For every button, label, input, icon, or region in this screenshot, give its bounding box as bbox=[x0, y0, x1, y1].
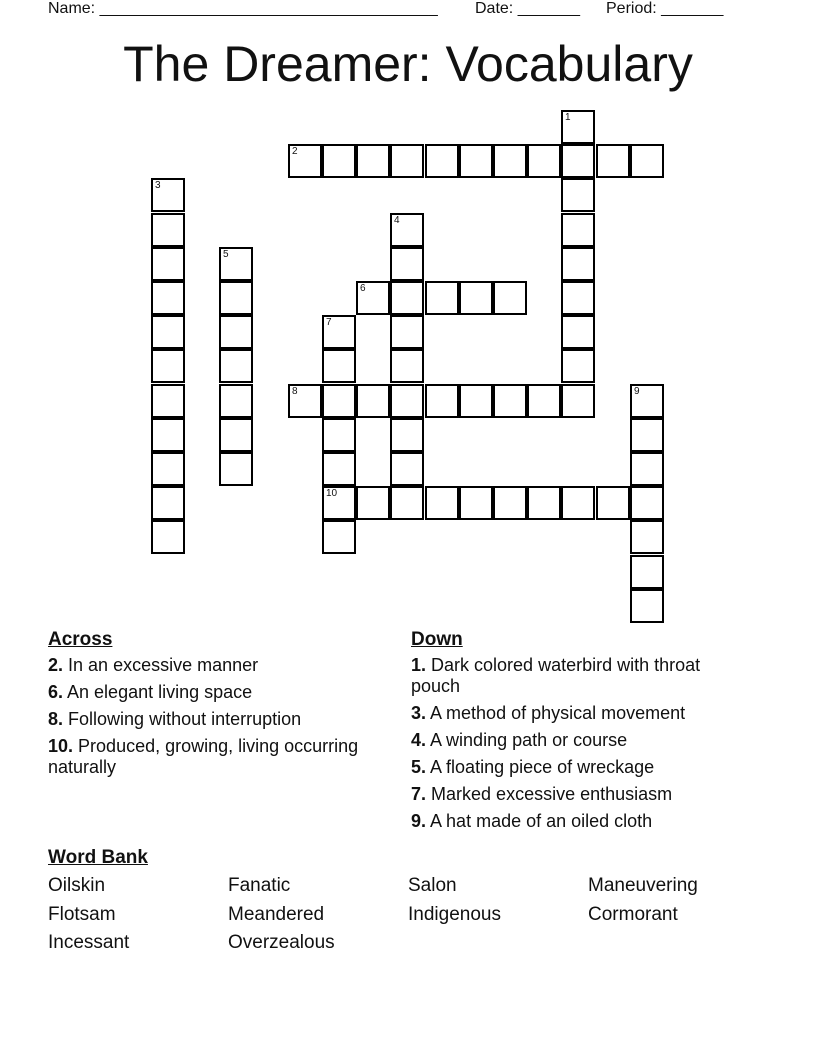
grid-cell[interactable] bbox=[493, 144, 527, 178]
grid-cell[interactable] bbox=[459, 144, 493, 178]
word-bank-item: Incessant bbox=[48, 932, 130, 953]
word-bank-item: Maneuvering bbox=[588, 875, 698, 896]
grid-cell[interactable] bbox=[561, 349, 595, 383]
grid-cell[interactable] bbox=[390, 349, 424, 383]
date-field-label: Date: _______ bbox=[475, 0, 580, 17]
clue-across-2 bbox=[48, 655, 378, 676]
grid-cell[interactable] bbox=[151, 418, 185, 452]
grid-cell[interactable] bbox=[151, 520, 185, 554]
page-title: The Dreamer: Vocabulary bbox=[123, 36, 693, 92]
grid-cell[interactable] bbox=[219, 315, 253, 349]
grid-cell[interactable] bbox=[356, 281, 390, 315]
clue-down-7 bbox=[411, 784, 751, 805]
clue-number: 6. bbox=[48, 682, 64, 702]
grid-cell[interactable] bbox=[459, 281, 493, 315]
word-bank-heading: Word Bank bbox=[48, 847, 148, 868]
across-clues bbox=[48, 629, 378, 784]
grid-cell[interactable] bbox=[425, 486, 459, 520]
down-clues bbox=[411, 629, 751, 838]
grid-cell[interactable] bbox=[151, 384, 185, 418]
grid-cell[interactable] bbox=[425, 144, 459, 178]
grid-cell[interactable] bbox=[561, 315, 595, 349]
grid-cell[interactable] bbox=[219, 349, 253, 383]
grid-cell[interactable] bbox=[561, 486, 595, 520]
clue-text: A hat made of an oiled cloth bbox=[430, 811, 653, 831]
down-heading: Down bbox=[411, 629, 463, 650]
grid-cell[interactable] bbox=[630, 486, 664, 520]
grid-cell[interactable] bbox=[219, 418, 253, 452]
clue-text: A winding path or course bbox=[430, 730, 628, 750]
grid-cell[interactable] bbox=[493, 281, 527, 315]
grid-cell[interactable] bbox=[390, 281, 424, 315]
grid-cell[interactable] bbox=[527, 486, 561, 520]
clue-text: Dark colored waterbird with throat pouch bbox=[411, 655, 701, 696]
word-bank-item: Oilskin bbox=[48, 875, 106, 896]
grid-cell[interactable] bbox=[219, 247, 253, 281]
grid-cell[interactable] bbox=[356, 144, 390, 178]
clue-number: 5. bbox=[411, 757, 427, 777]
word-bank-item: Cormorant bbox=[588, 903, 678, 925]
clue-number: 7. bbox=[411, 784, 427, 804]
clue-number-label: 8 bbox=[292, 386, 298, 397]
grid-cell[interactable] bbox=[425, 384, 459, 418]
clue-down-5 bbox=[411, 757, 751, 778]
clue-number: 1. bbox=[411, 655, 427, 675]
clue-text: An elegant living space bbox=[67, 682, 253, 702]
grid-cell[interactable] bbox=[151, 349, 185, 383]
clue-number-label: 9 bbox=[634, 386, 640, 397]
clue-text: Marked excessive enthusiasm bbox=[431, 784, 673, 804]
word-bank-item: Meandered bbox=[228, 903, 325, 925]
grid-cell[interactable] bbox=[151, 486, 185, 520]
clue-number: 2. bbox=[48, 655, 64, 675]
grid-cell[interactable] bbox=[322, 349, 356, 383]
grid-cell[interactable] bbox=[288, 144, 322, 178]
clue-number-label: 5 bbox=[223, 249, 229, 260]
grid-cell[interactable] bbox=[596, 486, 630, 520]
grid-cell[interactable] bbox=[561, 213, 595, 247]
grid-cell[interactable] bbox=[630, 384, 664, 418]
grid-cell[interactable] bbox=[356, 384, 390, 418]
clue-down-4 bbox=[411, 730, 751, 751]
word-bank-item: Indigenous bbox=[408, 903, 501, 925]
clue-number: 9. bbox=[411, 811, 427, 831]
grid-cell[interactable] bbox=[630, 555, 664, 589]
grid-cell[interactable] bbox=[459, 486, 493, 520]
grid-cell[interactable] bbox=[322, 520, 356, 554]
grid-cell[interactable] bbox=[151, 281, 185, 315]
grid-cell[interactable] bbox=[561, 110, 595, 144]
word-bank-item: Fanatic bbox=[228, 875, 291, 896]
grid-cell[interactable] bbox=[390, 315, 424, 349]
grid-cell[interactable] bbox=[561, 144, 595, 178]
period-field-label: Period: _______ bbox=[606, 0, 724, 17]
grid-cell[interactable] bbox=[630, 144, 664, 178]
clue-number: 8. bbox=[48, 709, 64, 729]
grid-cell[interactable] bbox=[630, 452, 664, 486]
clue-down-1 bbox=[411, 655, 751, 697]
grid-cell[interactable] bbox=[630, 589, 664, 623]
grid-cell[interactable] bbox=[630, 418, 664, 452]
grid-cell[interactable] bbox=[356, 486, 390, 520]
grid-cell[interactable] bbox=[219, 281, 253, 315]
clue-across-8 bbox=[48, 709, 378, 730]
grid-cell[interactable] bbox=[322, 144, 356, 178]
name-field-label: Name: ______________________________________ bbox=[48, 0, 438, 17]
clue-across-6 bbox=[48, 682, 378, 703]
grid-cell[interactable] bbox=[390, 384, 424, 418]
clue-text: Following without interruption bbox=[68, 709, 302, 729]
clue-down-3 bbox=[411, 703, 751, 724]
clue-number-label: 2 bbox=[292, 146, 298, 157]
grid-cell[interactable] bbox=[322, 418, 356, 452]
grid-cell[interactable] bbox=[151, 247, 185, 281]
grid-cell[interactable] bbox=[390, 144, 424, 178]
grid-cell[interactable] bbox=[322, 486, 356, 520]
clue-number: 4. bbox=[411, 730, 427, 750]
grid-cell[interactable] bbox=[219, 384, 253, 418]
clue-text: A method of physical movement bbox=[430, 703, 686, 723]
clue-number-label: 3 bbox=[155, 180, 161, 191]
grid-cell[interactable] bbox=[390, 247, 424, 281]
grid-cell[interactable] bbox=[390, 418, 424, 452]
grid-cell[interactable] bbox=[322, 452, 356, 486]
grid-cell[interactable] bbox=[151, 452, 185, 486]
clue-number-label: 10 bbox=[326, 488, 338, 499]
clue-text: In an excessive manner bbox=[68, 655, 259, 675]
clue-number-label: 4 bbox=[394, 215, 400, 226]
grid-cell[interactable] bbox=[151, 315, 185, 349]
word-bank-item: Overzealous bbox=[228, 932, 335, 953]
clue-down-9 bbox=[411, 811, 751, 832]
grid-cell[interactable] bbox=[390, 452, 424, 486]
grid-cell[interactable] bbox=[390, 486, 424, 520]
grid-cell[interactable] bbox=[288, 384, 322, 418]
word-bank-item: Salon bbox=[408, 875, 457, 896]
grid-cell[interactable] bbox=[459, 384, 493, 418]
grid-cell[interactable] bbox=[630, 520, 664, 554]
clue-number: 3. bbox=[411, 703, 427, 723]
word-bank-list bbox=[48, 872, 768, 958]
grid-cell[interactable] bbox=[322, 384, 356, 418]
grid-cell[interactable] bbox=[561, 178, 595, 212]
grid-cell[interactable] bbox=[596, 144, 630, 178]
across-heading: Across bbox=[48, 629, 113, 650]
grid-cell[interactable] bbox=[322, 315, 356, 349]
grid-cell[interactable] bbox=[527, 144, 561, 178]
grid-cell[interactable] bbox=[151, 213, 185, 247]
grid-cell[interactable] bbox=[151, 178, 185, 212]
word-bank-item: Flotsam bbox=[48, 903, 116, 925]
clue-number-label: 1 bbox=[565, 112, 571, 123]
grid-cell[interactable] bbox=[425, 281, 459, 315]
clue-number-label: 7 bbox=[326, 317, 332, 328]
word-bank bbox=[48, 846, 768, 958]
grid-cell[interactable] bbox=[527, 384, 561, 418]
grid-cell[interactable] bbox=[561, 247, 595, 281]
grid-cell[interactable] bbox=[561, 281, 595, 315]
clue-text: A floating piece of wreckage bbox=[430, 757, 655, 777]
clue-number-label: 6 bbox=[360, 283, 366, 294]
grid-cell[interactable] bbox=[219, 452, 253, 486]
clue-number: 10. bbox=[48, 736, 74, 756]
grid-cell[interactable] bbox=[493, 384, 527, 418]
clue-across-10 bbox=[48, 736, 378, 778]
grid-cell[interactable] bbox=[390, 213, 424, 247]
grid-cell[interactable] bbox=[493, 486, 527, 520]
clue-text: Produced, growing, living occurring naturally bbox=[48, 736, 359, 777]
grid-cell[interactable] bbox=[561, 384, 595, 418]
